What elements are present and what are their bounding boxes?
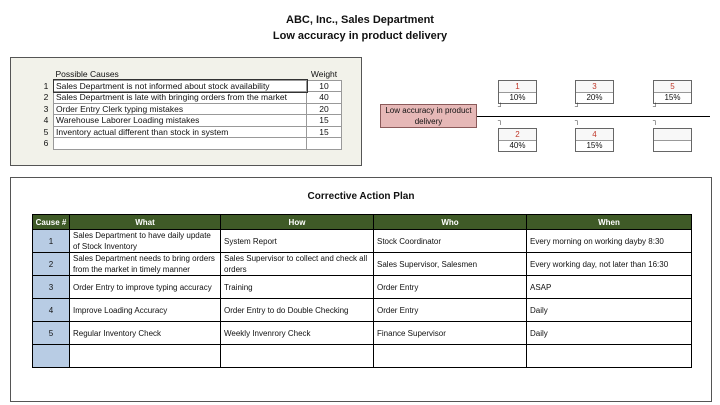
cause-row — [39, 92, 342, 104]
header-who: Who — [374, 215, 527, 230]
cause-cell[interactable]: Warehouse Laborer Loading mistakes — [54, 115, 307, 127]
bone-tick: ┐ — [653, 118, 658, 125]
cause-row — [39, 80, 342, 92]
cause-cell[interactable]: Order Entry Clerk typing mistakes — [54, 103, 307, 115]
bone-tick: ┘ — [653, 104, 658, 111]
fishbone-cause-box — [653, 128, 692, 152]
who-cell[interactable]: Sales Supervisor, Salesmen — [374, 253, 527, 276]
weight-cell[interactable]: 20 — [307, 103, 342, 115]
header-cause: Cause # — [33, 215, 70, 230]
when-cell[interactable]: ASAP — [527, 276, 692, 299]
when-cell[interactable]: Daily — [527, 299, 692, 322]
header-how: How — [221, 215, 374, 230]
table-row — [33, 299, 692, 322]
cause-number: 2 — [499, 129, 536, 141]
cause-percent: 40% — [499, 141, 536, 151]
how-cell[interactable] — [221, 345, 374, 368]
what-cell[interactable]: Regular Inventory Check — [70, 322, 221, 345]
causes-table — [39, 69, 342, 150]
table-row — [33, 345, 692, 368]
header-when: When — [527, 215, 692, 230]
cause-id-cell[interactable]: 3 — [33, 276, 70, 299]
cause-number — [654, 129, 691, 141]
cause-number: 1 — [499, 81, 536, 93]
report-subtitle: Low accuracy in product delivery — [272, 30, 448, 42]
table-row — [33, 230, 692, 253]
how-cell[interactable]: Sales Supervisor to collect and check all orders — [221, 253, 374, 276]
fishbone-cause-box — [498, 128, 537, 152]
cause-id-cell[interactable]: 4 — [33, 299, 70, 322]
table-row — [33, 253, 692, 276]
cause-percent: 15% — [654, 93, 691, 103]
action-plan-table — [32, 214, 692, 368]
cause-row — [39, 103, 342, 115]
who-cell[interactable]: Order Entry — [374, 299, 527, 322]
when-cell[interactable]: Daily — [527, 322, 692, 345]
cause-id-cell[interactable]: 2 — [33, 253, 70, 276]
cause-id-cell[interactable]: 5 — [33, 322, 70, 345]
bone-tick: ┐ — [575, 118, 580, 125]
cause-row — [39, 138, 342, 150]
how-cell[interactable]: Weekly Invenrory Check — [221, 322, 374, 345]
cause-number: 3 — [43, 103, 49, 114]
cause-number: 5 — [43, 126, 49, 137]
cause-number: 2 — [43, 92, 49, 102]
who-cell[interactable]: Stock Coordinator — [374, 230, 527, 253]
fishbone-spine — [477, 116, 710, 117]
table-row — [33, 276, 692, 299]
what-cell[interactable]: Sales Department to have daily update of Stock Inventory — [70, 230, 221, 253]
plan-header-row — [33, 215, 692, 230]
cause-number: 3 — [576, 81, 613, 93]
who-cell[interactable]: Finance Supervisor — [374, 322, 527, 345]
what-cell[interactable] — [70, 345, 221, 368]
bone-tick: ┐ — [498, 118, 503, 125]
who-cell[interactable]: Order Entry — [374, 276, 527, 299]
weight-cell[interactable]: 10 — [307, 80, 342, 92]
what-cell[interactable]: Improve Loading Accuracy — [70, 299, 221, 322]
cause-cell[interactable]: Inventory actual different than stock in system — [54, 126, 307, 138]
weight-cell[interactable] — [307, 138, 342, 150]
table-row — [33, 322, 692, 345]
cause-number: 4 — [43, 115, 49, 125]
cause-row — [39, 115, 342, 127]
weight-cell[interactable]: 40 — [307, 92, 342, 104]
how-cell[interactable]: Order Entry to do Double Checking — [221, 299, 374, 322]
company-title: ABC, Inc., Sales Department — [286, 14, 434, 26]
cause-row — [39, 126, 342, 138]
corrective-action-panel — [10, 177, 712, 402]
fishbone-diagram — [370, 70, 710, 160]
what-cell[interactable]: Sales Department needs to bring orders from the market in timely manner — [70, 253, 221, 276]
num-header — [39, 69, 54, 80]
fishbone-cause-box — [575, 80, 614, 104]
fishbone-cause-box — [653, 80, 692, 104]
weight-header: Weight — [310, 69, 338, 79]
causes-header: Possible Causes — [55, 69, 119, 79]
possible-causes-panel — [10, 57, 362, 166]
what-cell[interactable]: Order Entry to improve typing accuracy — [70, 276, 221, 299]
cause-cell[interactable] — [54, 138, 307, 150]
cause-percent: 20% — [576, 93, 613, 103]
bone-tick: ┘ — [498, 104, 503, 111]
cause-number: 4 — [576, 129, 613, 141]
when-cell[interactable] — [527, 345, 692, 368]
when-cell[interactable]: Every morning on working dayby 8:30 — [527, 230, 692, 253]
cause-id-cell[interactable]: 1 — [33, 230, 70, 253]
cause-percent: 10% — [499, 93, 536, 103]
cause-percent: 15% — [576, 141, 613, 151]
cause-cell[interactable]: Sales Department is late with bringing orders from the market — [54, 92, 307, 104]
header-what: What — [70, 215, 221, 230]
weight-cell[interactable]: 15 — [307, 115, 342, 127]
who-cell[interactable] — [374, 345, 527, 368]
cause-cell[interactable]: Sales Department is not informed about stock availability — [54, 80, 307, 92]
weight-cell[interactable]: 15 — [307, 126, 342, 138]
how-cell[interactable]: Training — [221, 276, 374, 299]
cause-number: 1 — [43, 80, 49, 91]
cause-percent — [654, 141, 691, 151]
cause-number: 6 — [43, 138, 49, 148]
plan-title: Corrective Action Plan — [307, 191, 415, 202]
when-cell[interactable]: Every working day, not later than 16:30 — [527, 253, 692, 276]
fishbone-cause-box — [575, 128, 614, 152]
how-cell[interactable]: System Report — [221, 230, 374, 253]
fishbone-cause-box — [498, 80, 537, 104]
cause-id-cell[interactable] — [33, 345, 70, 368]
effect-box: Low accuracy in product delivery — [380, 104, 477, 128]
bone-tick: ┘ — [575, 104, 580, 111]
cause-number: 5 — [654, 81, 691, 93]
